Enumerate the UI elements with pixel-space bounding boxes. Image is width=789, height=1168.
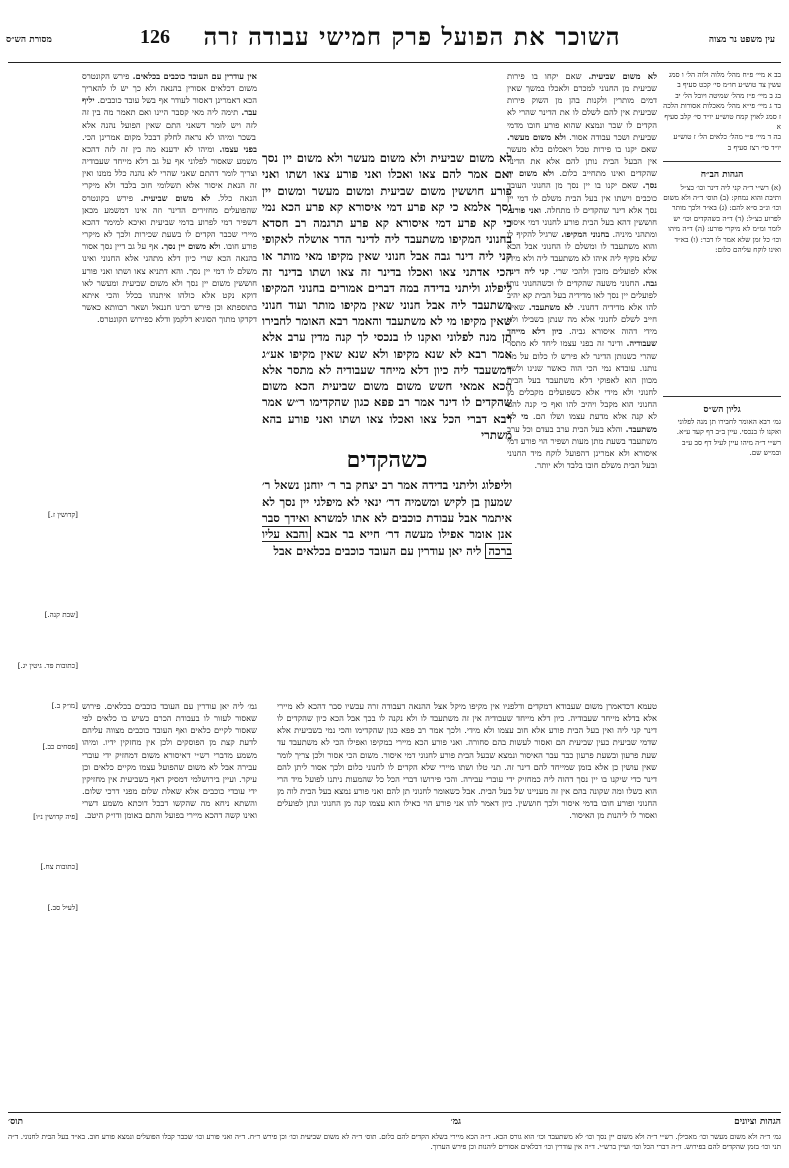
hagahot-title: הגהות הב״ח — [700, 170, 744, 181]
tosfot-text: תימה ליה מאי קסבר היינו ואם תאמר מה בין זה לזה ויש לומר דשאני התם שאין הפועל נהנה אלא בשכר ומיהו לא נראה לחלק דבכל מקום אמרינן הכי. — [82, 107, 257, 142]
lower-left-commentary — [82, 700, 257, 1105]
dibbur-hamatchil: בחנוני המקיפו. — [561, 229, 610, 240]
masoret-label: מסורת הש״ס — [6, 35, 52, 45]
footer-rule — [8, 1112, 781, 1113]
rashi-text: החנוני משעה שהקדים לו וכשהחנוני נותן לפועלים יין נסך לאו מדידיה בעל הבית קא יהיב להו אלא מדידיה דחנוני. — [507, 277, 657, 312]
dibbur-hamatchil: לא משתעבד. — [528, 301, 574, 312]
footer-label-tosfot: תוס׳ — [8, 1117, 23, 1127]
gilyon-text: גמ׳ רבא האומר לחבירו תן מנה לפלוני ואקנו לו בנכסי. עיין ב״ב דף קעד ע״א. רש״י ד״ה מיהו עיין לעיל דף סב ע״ב ובמ״ש שם. — [676, 416, 781, 458]
gilyon-title: גליון הש״ס — [703, 404, 741, 415]
masoret-ref: [שבת קנה.] — [44, 610, 78, 620]
masoret-ref: [לעיל סב.] — [47, 902, 78, 912]
dibbur-hamatchil: קני ליה דינר גבה. — [507, 265, 657, 288]
footer-label-gemara: גמ׳ — [450, 1117, 461, 1127]
masoret-ref: [מו״ק ב.] — [51, 701, 78, 711]
hagahot-text: (א) רש״י ד״ה קני ליה דינר וכו׳ כצ״ל ותיבת והוא נמחק: (ב) תוס׳ ד״ה ולא משום וכו׳ ונ״ב ס״א להם: (ג) בא״ד ולכך מותר לפרוע כצ״ל: (ד) ד״ה כשהקדים וכו׳ יש לומר ומ״מ לא מיקרי פורע: (ה) ד״ה מיהו וכו׳ כל זמן שלא אמר לו דבר: (ו) בא״ד ואינו לוקח עליהם כלום: — [663, 182, 781, 255]
rashi-commentary — [507, 70, 657, 690]
margin-divider — [663, 396, 781, 397]
tosfot-text: פירש הקונטרס משום דכלאים אסורין בהנאה ולא כך יש לו להאריך הכא דאמרינן דאסור לעודר אף בשל עובד כוכבים. — [82, 71, 257, 106]
dibbur-hamatchil: ואני פורע. — [507, 204, 542, 215]
dibbur-hamatchil: ולא משום יין נסך. — [161, 241, 221, 252]
rashi-text: שאינו חייב לשלם לחנוני אלא מה שנתן בשבילו ולא מידי דהוה איסורא גביה. — [507, 301, 657, 337]
footer-notes: גמ׳ ד״ה ולא משום מעשר וכו׳ מאכילן. רש״י ד״ה ולא משום יין נסך וכו׳ לא משתעבד וכו׳ הוא גורס הכא. ד״ה הכא מיירי בשלא הקדים להם כלום. תוס׳ ד״ה לא משום שביעית וכו׳ וכן פירש ר״ח. ד״ה ואני פורע וכו׳ שכבר קבלו הפועלים ונמצא פורע חוב. בא״ד בעל הבית לחנוני. ד״ה תני וכו׳ בזמן שהקדים להם בפירוש. ד״ה דברי הכל וכו׳ ועיין ברש״י. ד״ה אין עודרין וכו׳ דכלאים אסורים ליהנות וכן פירש הערוך. — [8, 1132, 781, 1152]
ein-mishpat-entry: בה ד מיי׳ פ״י מהל׳ כלאים הל׳ ז טוש״ע יו״ד סי׳ רצז סעיף ב — [673, 132, 781, 152]
masoret-ref: [כתובות פד. גיטין יג.] — [17, 660, 78, 670]
tosfot-text: והא דתניא צאו ושתו ואני פורע חוששין משום יין נסך ולא משום שביעית ומעשר לאו דוקא נקט אלא כולהו איתנהו בכלל והכי איתא בתוספתא וכן פירש רבינו חננאל ושאר רבוותא כאשר דקדקו מתוך הסוגיא דלקמן ודלא כפירוש הקונטרס. — [82, 265, 257, 325]
lower-left-text: גמ׳ ליה יאן עודרין עם העובד כוכבים בכלאים. פירוש שאסור לעזור לו בעבודת הכרם כשיש בו כלאים לפי שאסור לקיים כלאים ואף העובד כוכבים מצווה עליהם לדעת קצת מן הפוסקים ולכן אין מחזקין ידיו. ומיהו משמע מדברי רש״י דאיסורא משום דמחזיק ידי עוברי עבירה אבל לא משום שהפועל עצמו מקיים כלאים וכן עיקר. ועיין בירושלמי דמסיק דאף בשביעית אין מחזיקין ידי עובדי כוכבים אלא שאלת שלום מפני דרכי שלום. והשתא ניחא מה שהקשו דבכל דוכתא משמע דשרי ואינו קשה דהכא מיירי בפועל והתם באומן ודו״ק היטב. — [82, 701, 257, 821]
gemara-body: ליה יאן עודרין עם העובד כוכבים בכלאים אבל — [273, 543, 482, 558]
rashi-text: שרגיל להקיף לו והוא משתעבד לו ומשלם לו החנוני אבל הכא שלא מקיף ליה איהו לא משתעבד ליה ולא מידי אלא לפועלים מזבין ולהכי שרי. — [507, 229, 657, 276]
dibbur-hamatchil: אין עודרין עם העובד כוכבים בכלאים. — [132, 71, 257, 81]
dibbur-hamatchil: ולא משום יין נסך. — [507, 168, 657, 191]
rashi-text: עובדא נמי הכי הוה כאשר שנינו ולשון מכוון הוא לאפוקי דלא משתעבד בעל הבית לחנוני ולא מידי אלא כשפועלים מקבלים מן החנוני הוא מקבל ויהיב להו ואף כי קנה להם לא קנה אלא מדעת עצמו ושלו הם. — [507, 362, 657, 422]
rashi-text: והלא בעל הבית ערב בעדם וכל ערב משתעבד בשעת מתן מעות ושפיר הוי פורע דמי איסורא ולא אמרינן דהפועל לוקח מיד החנוני ובעל הבית משלם חובו בלבד ולא יותר. — [507, 423, 657, 470]
ein-mishpat-label: עין משפט נר מצוה — [708, 35, 775, 45]
gemara-body: לא משום שביעית ולא משום מעשר ולא משום יין נסך ואם אמר להם צאו ואכלו ואני פורע צאו ושתו ואני פורע חוששין משום שביעית ומשום מעשר ומשום יין נסך אלמא כי קא פרע דמי איסורא קא פרע הכא נמי כי קא פרע דמי איסורא קא פרע תרגמה רב חסדא בחנוני המקיפו משתעבד ליה לדינר הדר אושלה לאקופי קני ליה דינר גבה אבל חנוני שאין מקיפו מאי מותר או הכי אדתני צאו ואכלו בדינר זה צאו ושתו בדינר זה ליפלוג וליתני בדידה במה דברים אמורים בחנוני המקיפו משתעבד ליה אבל חנוני שאין מקיפו מותר ועוד חנוני שאין מקיפו מי לא משתעבד והאמר רבא האומר לחבירו תן מנה לפלוני ואקנו לו בנכסי לך קנה מדין ערב אלא אמר רבא לא שנא מקיפו ולא שנא שאין מקיפו אע״ג דמשעבד ליה כיון דלא מייחד שעבודיה לא מתסר אלא הכא אמאי חשש משום משום שביעית הכא משום שהקדים לו דינר אמר רב פפא כגון שהקדימו ר״ש אמר רבא דברי הכל צאו ואכלו צאו ושתו ואני פורע בהא משתרי — [262, 151, 512, 443]
chapter-title: השוכר את הפועל פרק חמישי עבודה זרה — [203, 22, 621, 51]
dibbur-hamatchil: ולא משום מעשר. — [507, 131, 566, 142]
dibbur-hamatchil: מי לא משתעבד. — [507, 411, 657, 434]
page-number: 126 — [140, 26, 170, 48]
rashi-text: חוששין דהא בעל הבית פורע לחנוני דמי איסור ומתהני מיניה. — [507, 216, 657, 240]
gemara-text — [262, 150, 512, 670]
tosfot-commentary — [82, 70, 257, 695]
masoret-ref: [פיה קדושין נ״ו] — [33, 812, 78, 822]
masoret-ref: [כתובות צח.] — [40, 862, 78, 872]
dibbur-hamatchil: יליף עבר. — [82, 95, 257, 118]
rashi-text: ודינר זה בפני עצמו ליחד לא מתסר שהרי כשנותן הדינר לא פירש לו כלום על מה נותנו. — [507, 338, 657, 373]
margin-divider — [663, 161, 781, 162]
rashi-text: שאם יקחו בו פירות שביעית מן החנוני למכרם ולאכלו במשך שאין דמים מותרין ולקנות בהן מן השוק פירות שביעית אין להם לשלם לו את הדינר שהרי לא הקדים לו שכר ונמצא שהוא פורע חובו מדמי שביעית ושכר עבודה אסור. — [507, 71, 657, 142]
footer-label-hagahot: הגהות וציונים — [734, 1117, 781, 1127]
gemara-body: וליפלוג וליתני בדידה אמר רב יצחק בר ר׳ יוחנן נשאל ר׳ שמעון בן לקיש ומשמיה דר׳ ינאי לא מיפלגי יין נסך לא איתמר אבל עבודת כוכבים לא אתו למשרא ואידך סבר אנן אומר אפילו מעשה דר׳ חייא בר אבא — [262, 478, 512, 542]
tosfot-text: אף על גב דיין נסך אסור בהנאה הכא שרי כיון דלא מתהני אלא החנוני ואינו משלם לו דמי יין נסך. — [82, 241, 257, 276]
gemara-heading: כשהקדים — [346, 447, 428, 474]
left-margin — [8, 70, 78, 1110]
dibbur-hamatchil: כיון דלא מייחד שעבודיה. — [507, 326, 657, 349]
page-header — [0, 14, 789, 62]
rashi-text: שאם יקנו בו יין נסך מן החנוני העובד כוכבים וישתו אין בעל הבית משלם לו דמי יין נסך אלא דינר שהקדים לו מתחלה. — [507, 180, 657, 215]
page-footer — [8, 1116, 781, 1166]
footer-labels — [8, 1116, 781, 1130]
masoret-ref: [פסחים כב.] — [42, 741, 78, 751]
dibbur-hamatchil: לא משום שביעית. — [140, 192, 211, 203]
dibbur-hamatchil: לא משום שביעית. — [588, 71, 657, 81]
dibbur-hamatchil: בפני עצמו. — [219, 143, 257, 154]
lower-text: טעמא דכדאמרן משום שעבודא דמקדים ודלפניו אין מקיפו מיקל אצל ההנאה דעבודה זרה עכשיו סבר דהכא לא מיירי אלא בדלא מייחד שעבודיה. כיון דלא מייחד שעבודיה אין זה משתעבד לו ולא נקנה לו בכך אבל הכא כיון שהקדים לו דינר קני ליה ואין בעל הבית פורע אלא חוב עצמו ולא מידי. ולכך אמר רב פפא כגון שהקדימו והכי נמי בשביעית אלא שדמי שביעית כעין שביעית הם ואסור לעשות בהם סחורה. ואני פורע הכא מיירי במקיפו ואפילו הכי לא משתעבד עד שעת פרעון ובשעת פרעון כבר עבר האיסור ונמצא שבעל הבית פורע לחנוני דמי איסור. משום הכי אסור ולכן צריך לומר שאין עושין כן אלא בזמן שמייחד להם דינר זה. תני טלו ושתו מיירי שלא הקדים לו לחנוני כלום ולכך אסור ליתן להם דינר כדי שיקנו בו יין נסך דהוה ליה כמחזיק ידי עוברי עבירה. והכי פירושו דברי הכל כל שהמעות ניתנו לפועל מיד הרי הוא כשלו ומה שקונה בהם אין זה מעניינו של בעל הבית. אבל כשאומר לחנוני תן להם ואני פורע נמצא בעל הבית לוה מן החנוני ופורע חובו בדמי איסור ולכך חוששין. כיון דאמר להו אני פורע הוי כאילו הוא עצמו קנה מן החנוני ונתן לפועלים ואסור לו ליהנות מן האיסור. — [277, 701, 657, 821]
ein-mishpat-entry: בב א מיי׳ פ״ח מהל׳ מלוה ולוה הל׳ ו סמג עשין צד טוש״ע חו״מ סי׳ קכט סעיף ב — [668, 70, 781, 90]
boxed-phrase: והבא עליו ברכה — [262, 527, 512, 558]
tosfot-text: ומיהו לא ידענא מה בין זה לזה דהכא משמע שאסור לפלוני אף על גב דלא מייחד שעבודיה וצריך לומר דהתם שאני שהרי לא נהנה כלל ממנו ואין זה הנאת איסור אלא תשלומי חוב בלבד ולא מיקרי הנאה כלל. — [82, 143, 257, 203]
lower-commentary — [277, 700, 657, 1105]
ein-mishpat-entry: בד ג מיי׳ פי״א מהל׳ מאכלות אסורות הלכה ז סמג לאוין קמח טוש״ע יו״ד סי׳ קלב סעיף א — [663, 101, 781, 132]
ein-mishpat-entry: בג ב מיי׳ פ״ז מהל׳ שמיטה ויובל הל׳ יב — [675, 90, 781, 100]
masoret-ref: [קדושין ז.] — [47, 510, 78, 519]
rashi-text: שאם יקנו בו פירות טבל ויאכלום בלא מעשר אין הבעל הבית נותן להם אלא את הדינר שהקדים ואינו מתחייב כלום. — [507, 143, 657, 179]
header-rule — [8, 62, 781, 63]
tosfot-text: פירש בקונטרס שהפועלים מחזירים הדינר וזה אינו דמשמע מכאן דשפיר דמי לפרוע בדמי שביעית ואיכא למימר דהכא מיירי שכבר הקדים לו בשעת שכירות ולכך לא מיקרי פורע חובו. — [82, 192, 257, 252]
right-margin — [663, 70, 781, 1110]
